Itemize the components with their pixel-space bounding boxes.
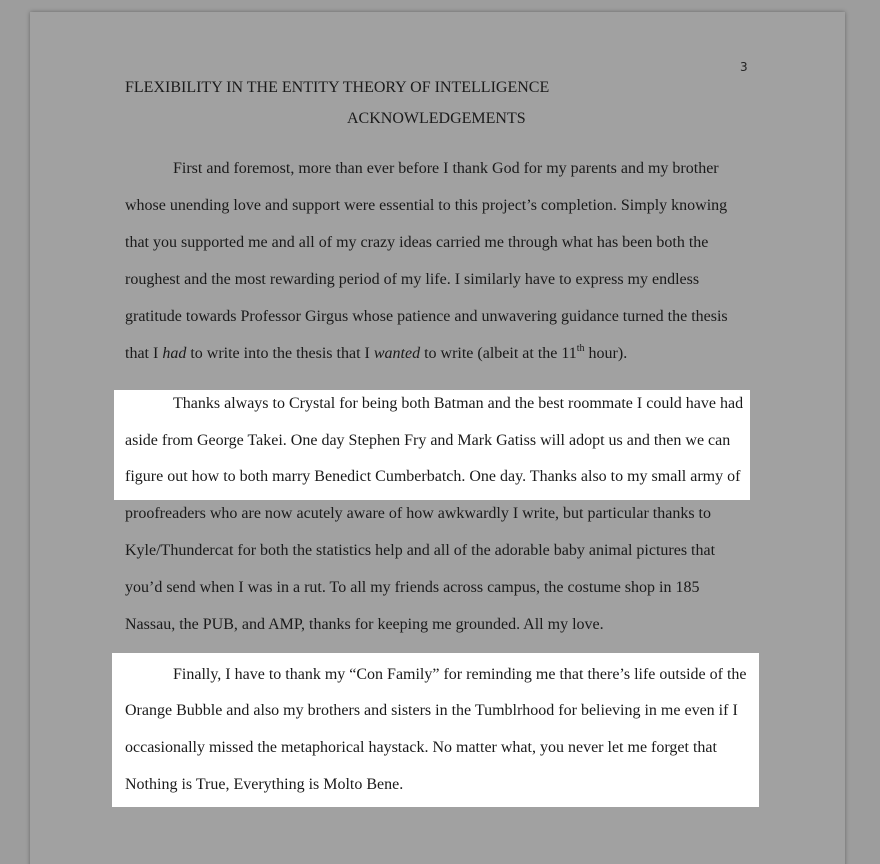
superscript-th: th (576, 343, 585, 354)
paragraph-3-line: Orange Bubble and also my brothers and sisters in the Tumblrhood for believing in me even if I (125, 702, 738, 719)
paragraph-2-line: you’d send when I was in a rut. To all my friends across campus, the costume shop in 185 (125, 579, 700, 596)
paragraph-1-line: that I had to write into the thesis that I wanted to write (albeit at the 11th hour). (125, 343, 628, 362)
paragraph-2-line: Kyle/Thundercat for both the statistics help and all of the adorable baby animal pictures that (125, 542, 716, 559)
paragraph-3-line: occasionally missed the metaphorical haystack. No matter what, you never let me forget that (125, 739, 717, 756)
paragraph-3-line: Nothing is True, Everything is Molto Bene. (125, 776, 404, 793)
paragraph-2-line: Nassau, the PUB, and AMP, thanks for keeping me grounded. All my love. (125, 616, 604, 633)
emphasis-had: had (162, 345, 187, 362)
document-page (30, 12, 845, 864)
paragraph-2-line: aside from George Takei. One day Stephen Fry and Mark Gatiss will adopt us and then we can (125, 432, 731, 449)
emphasis-wanted: wanted (373, 345, 421, 362)
paragraph-1-line: that you supported me and all of my crazy ideas carried me through what has been both the (125, 234, 709, 251)
paragraph-2-line: Thanks always to Crystal for being both Batman and the best roommate I could have had (173, 395, 744, 412)
paragraph-2-line: proofreaders who are now acutely aware of how awkwardly I write, but particular thanks to (125, 505, 711, 522)
paragraph-1-line: roughest and the most rewarding period of my life. I similarly have to express my endless (125, 271, 700, 288)
paragraph-1-line: First and foremost, more than ever before I thank God for my parents and my brother (173, 160, 719, 177)
section-heading: ACKNOWLEDGEMENTS (347, 110, 526, 127)
page-number: 3 (740, 60, 748, 74)
selected-text: figure out how to both marry Benedict Cumberbatch. One day. (125, 468, 527, 485)
paragraph-1-line: whose unending love and support were essential to this project’s completion. Simply knowing (125, 197, 728, 214)
paragraph-2-line: figure out how to both marry Benedict Cumberbatch. One day. Thanks also to my small army of (125, 468, 741, 485)
paragraph-1-line: gratitude towards Professor Girgus whose patience and unwavering guidance turned the thesis (125, 308, 728, 325)
running-head: FLEXIBILITY IN THE ENTITY THEORY OF INTELLIGENCE (125, 79, 550, 96)
paragraph-3-line: Finally, I have to thank my “Con Family” for reminding me that there’s life outside of the (173, 666, 747, 683)
